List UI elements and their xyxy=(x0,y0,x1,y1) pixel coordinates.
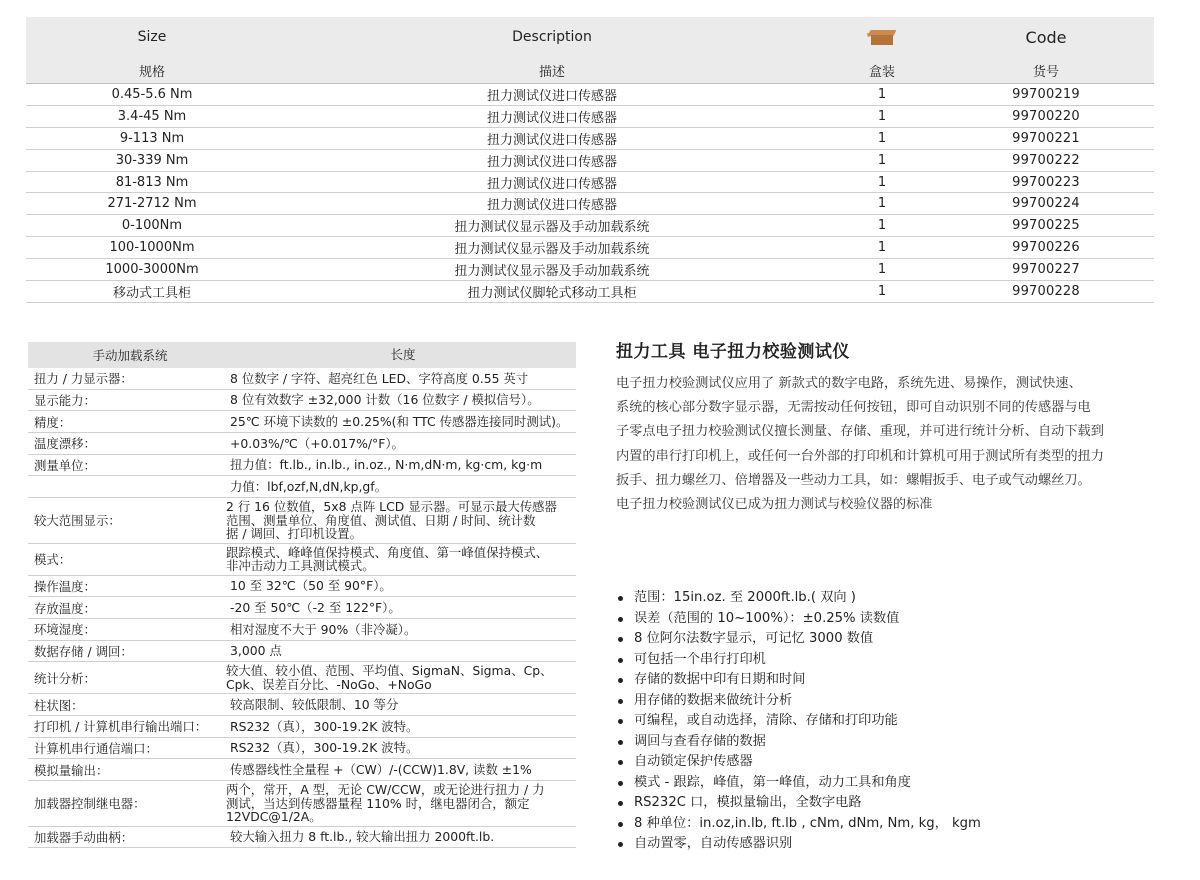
spec-key: 加载器手动曲柄： xyxy=(34,829,134,845)
row-code: 99700222 xyxy=(1012,152,1080,168)
spec-value xyxy=(226,662,576,693)
row-box: 1 xyxy=(877,240,887,256)
paragraph-line: 内置的串行打印机上，或任何一台外部的打印机和计算机可用于测试所有类型的扭力 xyxy=(616,448,1104,464)
info-title: 扭力工具 电子扭力校验测试仪 xyxy=(616,342,850,362)
spec-row xyxy=(28,781,576,827)
spec-key: 操作温度： xyxy=(34,578,96,594)
row-box: 1 xyxy=(877,152,887,168)
row-box: 1 xyxy=(877,174,887,190)
row-box: 1 xyxy=(877,283,887,299)
spec-row xyxy=(28,597,576,619)
header-row-chinese xyxy=(26,57,1154,84)
list-item-text: 模式 - 跟踪，峰值，第一峰值，动力工具和角度 xyxy=(634,774,911,790)
row-description: 扭力测试仪进口传感器 xyxy=(486,154,617,170)
spec-value-line: +0.03%/℃（+0.017%/°F）。 xyxy=(230,435,404,451)
row-code: 99700221 xyxy=(1012,130,1080,146)
list-item-text: 范围：15in.oz. 至 2000ft.lb.( 双向 ) xyxy=(634,590,856,605)
spec-value-line: 较大输入扭力 8 ft.lb., 较大输出扭力 2000ft.lb. xyxy=(230,829,495,845)
row-size: 3.4-45 Nm xyxy=(117,108,187,124)
bullet-dot-icon xyxy=(618,822,623,827)
spec-value-line: RS232（真），300-19.2K 波特。 xyxy=(230,740,419,756)
spec-value xyxy=(226,601,576,615)
spec-key: 显示能力： xyxy=(34,393,96,409)
spec-row xyxy=(28,411,576,433)
spec-value-line: 范围、测量单位、角度值、测试值、日期 / 时间、统计数 xyxy=(226,512,536,528)
spec-row xyxy=(28,827,576,849)
paragraph-line: 扳手、扭力螺丝刀、倍增器及一些动力工具，如：螺帽扳手、电子或气动螺丝刀。 xyxy=(616,472,1091,488)
spec-key: 模拟量输出： xyxy=(34,762,109,778)
spec-value-line: 测试，当达到传感器量程 110% 时，继电器闭合，额定 xyxy=(226,795,530,811)
spec-value xyxy=(226,498,576,543)
row-code: 99700228 xyxy=(1012,283,1080,299)
spec-value-line: 8 位有效数字 ±32,000 计数（16 位数字 / 模拟信号）。 xyxy=(230,392,540,408)
list-item-text: 可包括一个串行打印机 xyxy=(634,651,766,667)
box-icon xyxy=(867,28,897,46)
spec-value-line: Cpk、误差百分比、-NoGo、+NoGo xyxy=(226,676,432,692)
row-box: 1 xyxy=(877,196,887,212)
list-item xyxy=(616,814,1176,835)
list-item-text: 自动锁定保护传感器 xyxy=(634,754,753,769)
spec-value-line: 传感器线性全量程 +（CW）/-(CCW)1.8V, 读数 ±1% xyxy=(230,762,532,778)
row-size: 0-100Nm xyxy=(121,218,183,234)
table-row xyxy=(26,215,1154,237)
row-code: 99700226 xyxy=(1012,240,1080,256)
list-item xyxy=(616,609,1176,630)
spec-value xyxy=(226,437,576,451)
list-item xyxy=(616,752,1176,773)
spec-key: 精度： xyxy=(34,414,72,430)
row-description: 扭力测试仪进口传感器 xyxy=(486,132,617,148)
table-row xyxy=(26,84,1154,106)
list-item xyxy=(616,670,1176,691)
row-size: 30-339 Nm xyxy=(115,152,189,168)
paragraph-line: 子零点电子扭力校验测试仪擅长测量、存储、重现，并可进行统计分析、自动下载到 xyxy=(616,424,1104,440)
spec-value xyxy=(226,720,576,734)
list-item-text: 可编程，或自动选择，清除、存储和打印功能 xyxy=(634,713,898,728)
header-description-cn: 描述 xyxy=(538,64,565,80)
header-code-cn: 货号 xyxy=(1032,64,1059,80)
spec-value xyxy=(226,480,576,494)
spec-value xyxy=(226,763,576,777)
row-size: 81-813 Nm xyxy=(115,174,189,190)
product-table xyxy=(26,17,1154,303)
spec-value-line: 跟踪模式、峰峰值保持模式、角度值、第一峰值保持模式、 xyxy=(226,544,549,560)
spec-row xyxy=(28,476,576,498)
spec-value-line: 据 / 调回、打印机设置。 xyxy=(226,526,362,542)
spec-value xyxy=(226,830,576,844)
spec-key: 存放温度： xyxy=(34,600,96,616)
spec-row xyxy=(28,544,576,576)
list-item xyxy=(616,793,1176,814)
bullet-dot-icon xyxy=(618,719,623,724)
spec-value xyxy=(226,741,576,755)
bullet-dot-icon xyxy=(618,740,623,745)
spec-row xyxy=(28,738,576,760)
spec-table-header xyxy=(28,342,576,368)
row-description: 扭力测试仪进口传感器 xyxy=(486,198,617,214)
bullet-dot-icon xyxy=(618,637,623,642)
row-box: 1 xyxy=(877,130,887,146)
row-size: 100-1000Nm xyxy=(109,240,195,256)
list-item-text: 调回与查看存储的数据 xyxy=(634,733,766,749)
bullet-dot-icon xyxy=(618,617,623,622)
bullet-dot-icon xyxy=(618,699,623,704)
spec-value-line: 力值：lbf,ozf,N,dN,kp,gf。 xyxy=(230,479,388,495)
row-description: 扭力测试仪脚轮式移动工具柜 xyxy=(467,285,637,301)
spec-key: 数据存储 / 调回： xyxy=(34,644,133,660)
table-row xyxy=(26,259,1154,281)
spec-header-key: 手动加载系统 xyxy=(92,348,168,363)
spec-value-line: 非冲击动力工具测试模式。 xyxy=(226,558,375,574)
table-row xyxy=(26,193,1154,215)
row-description: 扭力测试仪显示器及手动加载系统 xyxy=(454,242,650,258)
spec-value xyxy=(226,781,576,826)
row-code: 99700220 xyxy=(1012,108,1080,124)
paragraph-line: 系统的核心部分数字显示器，无需按动任何按钮，即可自动识别不同的传感器与电 xyxy=(616,400,1091,416)
spec-key: 计算机串行通信端口： xyxy=(34,741,158,757)
spec-value xyxy=(226,372,576,386)
spec-value-line: 2 行 16 位数值，5x8 点阵 LCD 显示器。可显示最大传感器 xyxy=(226,499,557,515)
spec-value xyxy=(226,579,576,593)
spec-header-value: 长度 xyxy=(390,347,416,363)
header-box-cn: 盒装 xyxy=(868,64,895,80)
product-table-header xyxy=(26,17,1154,84)
list-item-text: 误差（范围的 10~100%）：±0.25% 读数值 xyxy=(634,610,900,626)
row-description: 扭力测试仪进口传感器 xyxy=(486,88,617,104)
row-size: 1000-3000Nm xyxy=(105,262,199,278)
spec-table-body xyxy=(28,368,576,848)
row-size: 9-113 Nm xyxy=(119,130,185,146)
spec-key: 柱状图： xyxy=(34,697,84,713)
header-description-en: Description xyxy=(512,29,592,45)
spec-row xyxy=(28,368,576,390)
row-code: 99700225 xyxy=(1012,218,1080,234)
list-item xyxy=(616,834,1176,855)
list-item xyxy=(616,732,1176,753)
spec-value-line: 相对湿度不大于 90%（非冷凝）。 xyxy=(230,621,417,637)
row-size: 271-2712 Nm xyxy=(107,196,197,212)
spec-key: 统计分析： xyxy=(34,670,96,686)
paragraph-line: 电子扭力校验测试仪已成为扭力测试与校验仪器的标准 xyxy=(616,497,933,513)
spec-key: 较大范围显示： xyxy=(34,513,121,529)
bullet-dot-icon xyxy=(618,678,623,683)
header-size-en: Size xyxy=(137,29,167,45)
list-item xyxy=(616,629,1176,650)
row-box: 1 xyxy=(877,218,887,234)
bullet-dot-icon xyxy=(618,658,623,663)
list-item xyxy=(616,588,1176,609)
bullet-dot-icon xyxy=(618,596,623,601)
spec-value xyxy=(226,644,576,658)
row-size: 0.45-5.6 Nm xyxy=(111,86,193,102)
header-code-en: Code xyxy=(1025,27,1067,47)
table-row xyxy=(26,281,1154,303)
spec-value-line: 较大值、较小值、范围、平均值、SigmaN、Sigma、Cp、 xyxy=(226,663,553,679)
spec-value-line: 扭力值：ft.lb., in.lb., in.oz., N·m,dN·m, kg·cm, kg·m xyxy=(230,457,543,473)
row-code: 99700224 xyxy=(1012,196,1080,212)
spec-value-line: 3,000 点 xyxy=(230,643,282,659)
spec-key: 温度漂移： xyxy=(34,436,96,452)
spec-row xyxy=(28,455,576,477)
spec-table xyxy=(28,342,576,848)
spec-row xyxy=(28,759,576,781)
row-description: 扭力测试仪进口传感器 xyxy=(486,110,617,126)
spec-row xyxy=(28,433,576,455)
list-item-text: RS232C 口，模拟量输出，全数字电路 xyxy=(634,795,862,810)
row-box: 1 xyxy=(877,108,887,124)
table-row xyxy=(26,172,1154,194)
list-item-text: 存储的数据中印有日期和时间 xyxy=(634,672,806,687)
spec-value xyxy=(226,698,576,712)
row-size: 移动式工具柜 xyxy=(112,285,191,301)
list-item-text: 用存储的数据来做统计分析 xyxy=(634,692,793,708)
info-paragraph xyxy=(616,372,1164,517)
spec-row xyxy=(28,390,576,412)
spec-row xyxy=(28,641,576,663)
spec-key: 环境湿度： xyxy=(34,622,96,638)
spec-key: 模式： xyxy=(34,552,72,568)
spec-row xyxy=(28,619,576,641)
row-box: 1 xyxy=(877,86,887,102)
row-code: 99700227 xyxy=(1012,262,1080,278)
spec-value xyxy=(226,393,576,407)
spec-value-line: 较高限制、较低限制、10 等分 xyxy=(230,696,399,712)
spec-value xyxy=(226,415,576,429)
list-item xyxy=(616,691,1176,712)
spec-value-line: 12VDC@1/2A。 xyxy=(226,809,322,825)
list-item-text: 8 位阿尔法数字显示，可记忆 3000 数值 xyxy=(634,631,874,646)
product-table-body xyxy=(26,84,1154,303)
spec-value-line: 25℃ 环境下读数的 ±0.25%(和 TTC 传感器连接同时测试)。 xyxy=(230,413,569,429)
row-description: 扭力测试仪显示器及手动加载系统 xyxy=(454,264,650,280)
spec-row xyxy=(28,498,576,544)
table-row xyxy=(26,106,1154,128)
spec-row xyxy=(28,576,576,598)
spec-value xyxy=(226,623,576,637)
list-item-text: 自动置零，自动传感器识别 xyxy=(634,836,793,851)
spec-key: 加载器控制继电器： xyxy=(34,796,146,812)
spec-row xyxy=(28,716,576,738)
table-row xyxy=(26,128,1154,150)
list-item xyxy=(616,650,1176,671)
row-code: 99700223 xyxy=(1012,174,1080,190)
spec-value-line: 10 至 32℃（50 至 90°F）。 xyxy=(230,578,392,594)
list-item xyxy=(616,711,1176,732)
header-row-english xyxy=(26,17,1154,57)
feature-list xyxy=(616,588,1176,855)
spec-key: 打印机 / 计算机串行输出端口： xyxy=(34,719,208,735)
spec-value-line: 两个，常开，A 型，无论 CW/CCW，或无论进行扭力 / 力 xyxy=(226,782,545,798)
spec-key: 扭力 / 力显示器： xyxy=(34,371,133,387)
header-size-cn: 规格 xyxy=(138,64,165,80)
paragraph-line: 电子扭力校验测试仪应用了 新款式的数字电路，系统先进、易操作，测试快速、 xyxy=(616,376,1082,391)
list-item xyxy=(616,773,1176,794)
bullet-dot-icon xyxy=(618,781,623,786)
bullet-dot-icon xyxy=(618,760,623,765)
list-item-text: 8 种单位：in.oz,in.lb, ft.lb , cNm, dNm, Nm, kg， kgm xyxy=(634,815,981,831)
spec-row xyxy=(28,662,576,694)
table-row xyxy=(26,150,1154,172)
table-row xyxy=(26,237,1154,259)
row-description: 扭力测试仪显示器及手动加载系统 xyxy=(454,220,650,236)
spec-value-line: -20 至 50℃（-2 至 122°F）。 xyxy=(230,599,401,615)
bullet-dot-icon xyxy=(618,801,623,806)
spec-value-line: 8 位数字 / 字符、超亮红色 LED、字符高度 0.55 英寸 xyxy=(230,370,529,386)
header-box-icon-cell xyxy=(826,28,938,46)
product-info xyxy=(616,340,1164,517)
row-description: 扭力测试仪进口传感器 xyxy=(486,176,617,192)
row-code: 99700219 xyxy=(1012,86,1080,102)
bullet-dot-icon xyxy=(618,842,623,847)
row-box: 1 xyxy=(877,262,887,278)
spec-row xyxy=(28,694,576,716)
spec-key: 测量单位： xyxy=(34,458,96,474)
spec-value xyxy=(226,458,576,472)
spec-value-line: RS232（真），300-19.2K 波特。 xyxy=(230,718,419,734)
spec-value xyxy=(226,544,576,575)
